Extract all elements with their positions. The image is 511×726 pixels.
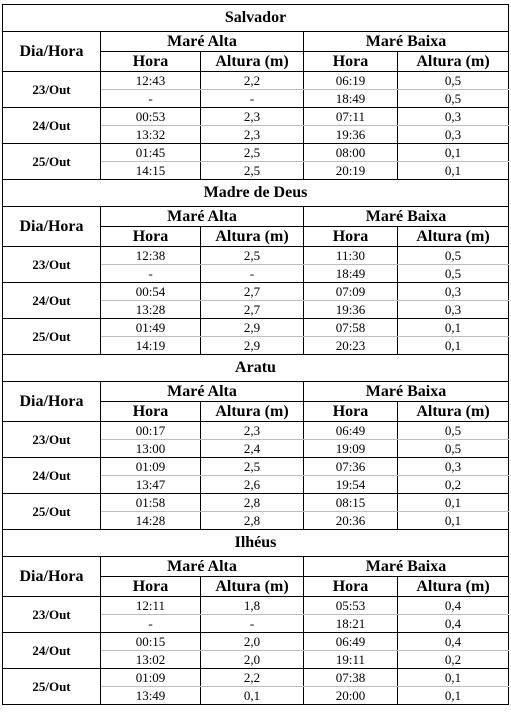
low-tide-hour: 19:11: [304, 651, 398, 669]
low-tide-height: 0,5: [398, 440, 509, 458]
high-tide-hour: 00:15: [101, 633, 201, 651]
high-tide-hour: -: [101, 615, 201, 633]
low-tide-hour: 07:11: [304, 108, 398, 126]
day-hour-header: Dia/Hora: [3, 557, 101, 597]
table-row: [3, 422, 509, 440]
high-height-header: Altura (m): [201, 577, 304, 597]
high-tide-hour: 12:11: [101, 597, 201, 615]
high-tide-header: Maré Alta: [101, 207, 304, 227]
high-height-header: Altura (m): [201, 402, 304, 422]
low-tide-height: 0,1: [398, 687, 509, 705]
day-hour-header: Dia/Hora: [3, 382, 101, 422]
table-row: [3, 247, 509, 265]
day-label: 25/Out: [3, 319, 101, 355]
high-tide-height: 2,3: [201, 422, 304, 440]
high-hour-header: Hora: [101, 402, 201, 422]
low-tide-hour: 11:30: [304, 247, 398, 265]
high-tide-header: Maré Alta: [101, 32, 304, 52]
low-tide-height: 0,3: [398, 126, 509, 144]
day-label: 23/Out: [3, 597, 101, 633]
high-tide-hour: 12:43: [101, 72, 201, 90]
high-tide-header: Maré Alta: [101, 557, 304, 577]
table-row: [3, 72, 509, 90]
low-tide-height: 0,1: [398, 144, 509, 162]
day-hour-header: Dia/Hora: [3, 32, 101, 72]
high-tide-height: 2,7: [201, 301, 304, 319]
high-tide-height: 2,8: [201, 494, 304, 512]
high-tide-height: 2,9: [201, 337, 304, 355]
low-height-header: Altura (m): [398, 52, 509, 72]
high-tide-hour: 12:38: [101, 247, 201, 265]
location-title-row: [3, 355, 509, 382]
low-tide-hour: 19:09: [304, 440, 398, 458]
high-hour-header: Hora: [101, 227, 201, 247]
low-tide-hour: 07:58: [304, 319, 398, 337]
high-tide-hour: 01:49: [101, 319, 201, 337]
low-tide-height: 0,2: [398, 476, 509, 494]
tide-table: [2, 4, 509, 705]
day-hour-header: Dia/Hora: [3, 207, 101, 247]
location-name: Madre de Deus: [3, 180, 509, 207]
tide-table-document: [2, 4, 508, 705]
group-header-row: [3, 382, 509, 402]
low-tide-hour: 18:21: [304, 615, 398, 633]
low-tide-height: 0,1: [398, 162, 509, 180]
table-row: [3, 633, 509, 651]
high-tide-height: -: [201, 90, 304, 108]
day-label: 25/Out: [3, 669, 101, 705]
table-row: [3, 669, 509, 687]
high-tide-height: 2,5: [201, 162, 304, 180]
group-header-row: [3, 557, 509, 577]
low-tide-height: 0,3: [398, 458, 509, 476]
low-hour-header: Hora: [304, 402, 398, 422]
high-tide-hour: -: [101, 90, 201, 108]
high-tide-height: 0,1: [201, 687, 304, 705]
low-tide-hour: 08:00: [304, 144, 398, 162]
high-tide-hour: 14:19: [101, 337, 201, 355]
location-title-row: [3, 530, 509, 557]
high-tide-height: 2,2: [201, 72, 304, 90]
high-tide-height: 2,6: [201, 476, 304, 494]
low-tide-header: Maré Baixa: [304, 32, 509, 52]
low-tide-height: 0,5: [398, 72, 509, 90]
table-row: [3, 319, 509, 337]
high-tide-hour: 13:32: [101, 126, 201, 144]
high-tide-hour: -: [101, 265, 201, 283]
day-label: 24/Out: [3, 633, 101, 669]
high-tide-height: 2,0: [201, 651, 304, 669]
low-tide-hour: 07:38: [304, 669, 398, 687]
high-tide-hour: 13:02: [101, 651, 201, 669]
high-tide-height: -: [201, 615, 304, 633]
group-header-row: [3, 32, 509, 52]
high-tide-height: 2,4: [201, 440, 304, 458]
table-row: [3, 108, 509, 126]
high-height-header: Altura (m): [201, 227, 304, 247]
low-tide-header: Maré Baixa: [304, 382, 509, 402]
day-label: 23/Out: [3, 247, 101, 283]
high-tide-height: 2,3: [201, 108, 304, 126]
table-row: [3, 494, 509, 512]
high-tide-hour: 00:54: [101, 283, 201, 301]
high-tide-height: 2,3: [201, 126, 304, 144]
high-tide-hour: 14:28: [101, 512, 201, 530]
low-tide-hour: 19:36: [304, 126, 398, 144]
low-tide-height: 0,1: [398, 337, 509, 355]
high-tide-hour: 13:28: [101, 301, 201, 319]
day-label: 25/Out: [3, 494, 101, 530]
high-tide-hour: 01:58: [101, 494, 201, 512]
high-tide-hour: 13:00: [101, 440, 201, 458]
location-name: Salvador: [3, 5, 509, 32]
low-tide-height: 0,5: [398, 90, 509, 108]
low-tide-hour: 06:49: [304, 633, 398, 651]
low-tide-height: 0,1: [398, 494, 509, 512]
high-tide-height: -: [201, 265, 304, 283]
table-row: [3, 283, 509, 301]
low-tide-height: 0,3: [398, 283, 509, 301]
table-row: [3, 597, 509, 615]
low-tide-header: Maré Baixa: [304, 557, 509, 577]
high-hour-header: Hora: [101, 577, 201, 597]
high-tide-height: 2,5: [201, 144, 304, 162]
low-tide-height: 0,4: [398, 615, 509, 633]
low-height-header: Altura (m): [398, 577, 509, 597]
low-tide-height: 0,1: [398, 512, 509, 530]
high-tide-hour: 14:15: [101, 162, 201, 180]
day-label: 23/Out: [3, 422, 101, 458]
group-header-row: [3, 207, 509, 227]
low-tide-height: 0,4: [398, 597, 509, 615]
low-tide-hour: 05:53: [304, 597, 398, 615]
low-tide-height: 0,2: [398, 651, 509, 669]
day-label: 23/Out: [3, 72, 101, 108]
low-tide-height: 0,4: [398, 633, 509, 651]
location-name: Aratu: [3, 355, 509, 382]
low-tide-hour: 18:49: [304, 265, 398, 283]
high-tide-hour: 00:53: [101, 108, 201, 126]
low-hour-header: Hora: [304, 577, 398, 597]
low-tide-hour: 07:09: [304, 283, 398, 301]
low-tide-hour: 19:54: [304, 476, 398, 494]
location-title-row: [3, 180, 509, 207]
high-tide-height: 2,9: [201, 319, 304, 337]
low-tide-hour: 20:36: [304, 512, 398, 530]
low-tide-hour: 06:19: [304, 72, 398, 90]
low-hour-header: Hora: [304, 52, 398, 72]
day-label: 25/Out: [3, 144, 101, 180]
high-tide-height: 2,5: [201, 247, 304, 265]
low-tide-hour: 18:49: [304, 90, 398, 108]
low-tide-hour: 06:49: [304, 422, 398, 440]
low-height-header: Altura (m): [398, 227, 509, 247]
high-hour-header: Hora: [101, 52, 201, 72]
day-label: 24/Out: [3, 458, 101, 494]
high-tide-height: 2,7: [201, 283, 304, 301]
high-tide-hour: 01:09: [101, 458, 201, 476]
location-name: Ilhéus: [3, 530, 509, 557]
high-tide-height: 2,8: [201, 512, 304, 530]
low-height-header: Altura (m): [398, 402, 509, 422]
low-tide-height: 0,3: [398, 301, 509, 319]
low-tide-height: 0,5: [398, 247, 509, 265]
day-label: 24/Out: [3, 108, 101, 144]
low-tide-height: 0,5: [398, 422, 509, 440]
low-tide-height: 0,3: [398, 108, 509, 126]
high-tide-hour: 01:09: [101, 669, 201, 687]
high-tide-height: 2,5: [201, 458, 304, 476]
day-label: 24/Out: [3, 283, 101, 319]
low-tide-height: 0,1: [398, 319, 509, 337]
high-tide-hour: 00:17: [101, 422, 201, 440]
low-tide-hour: 08:15: [304, 494, 398, 512]
high-tide-height: 1,8: [201, 597, 304, 615]
low-tide-header: Maré Baixa: [304, 207, 509, 227]
high-tide-hour: 01:45: [101, 144, 201, 162]
low-hour-header: Hora: [304, 227, 398, 247]
low-tide-hour: 20:19: [304, 162, 398, 180]
table-row: [3, 458, 509, 476]
high-tide-height: 2,2: [201, 669, 304, 687]
low-tide-height: 0,5: [398, 265, 509, 283]
table-row: [3, 144, 509, 162]
low-tide-hour: 20:00: [304, 687, 398, 705]
low-tide-hour: 19:36: [304, 301, 398, 319]
high-tide-hour: 13:47: [101, 476, 201, 494]
high-tide-header: Maré Alta: [101, 382, 304, 402]
low-tide-hour: 07:36: [304, 458, 398, 476]
location-title-row: [3, 5, 509, 32]
low-tide-hour: 20:23: [304, 337, 398, 355]
high-tide-height: 2,0: [201, 633, 304, 651]
high-tide-hour: 13:49: [101, 687, 201, 705]
high-height-header: Altura (m): [201, 52, 304, 72]
low-tide-height: 0,1: [398, 669, 509, 687]
